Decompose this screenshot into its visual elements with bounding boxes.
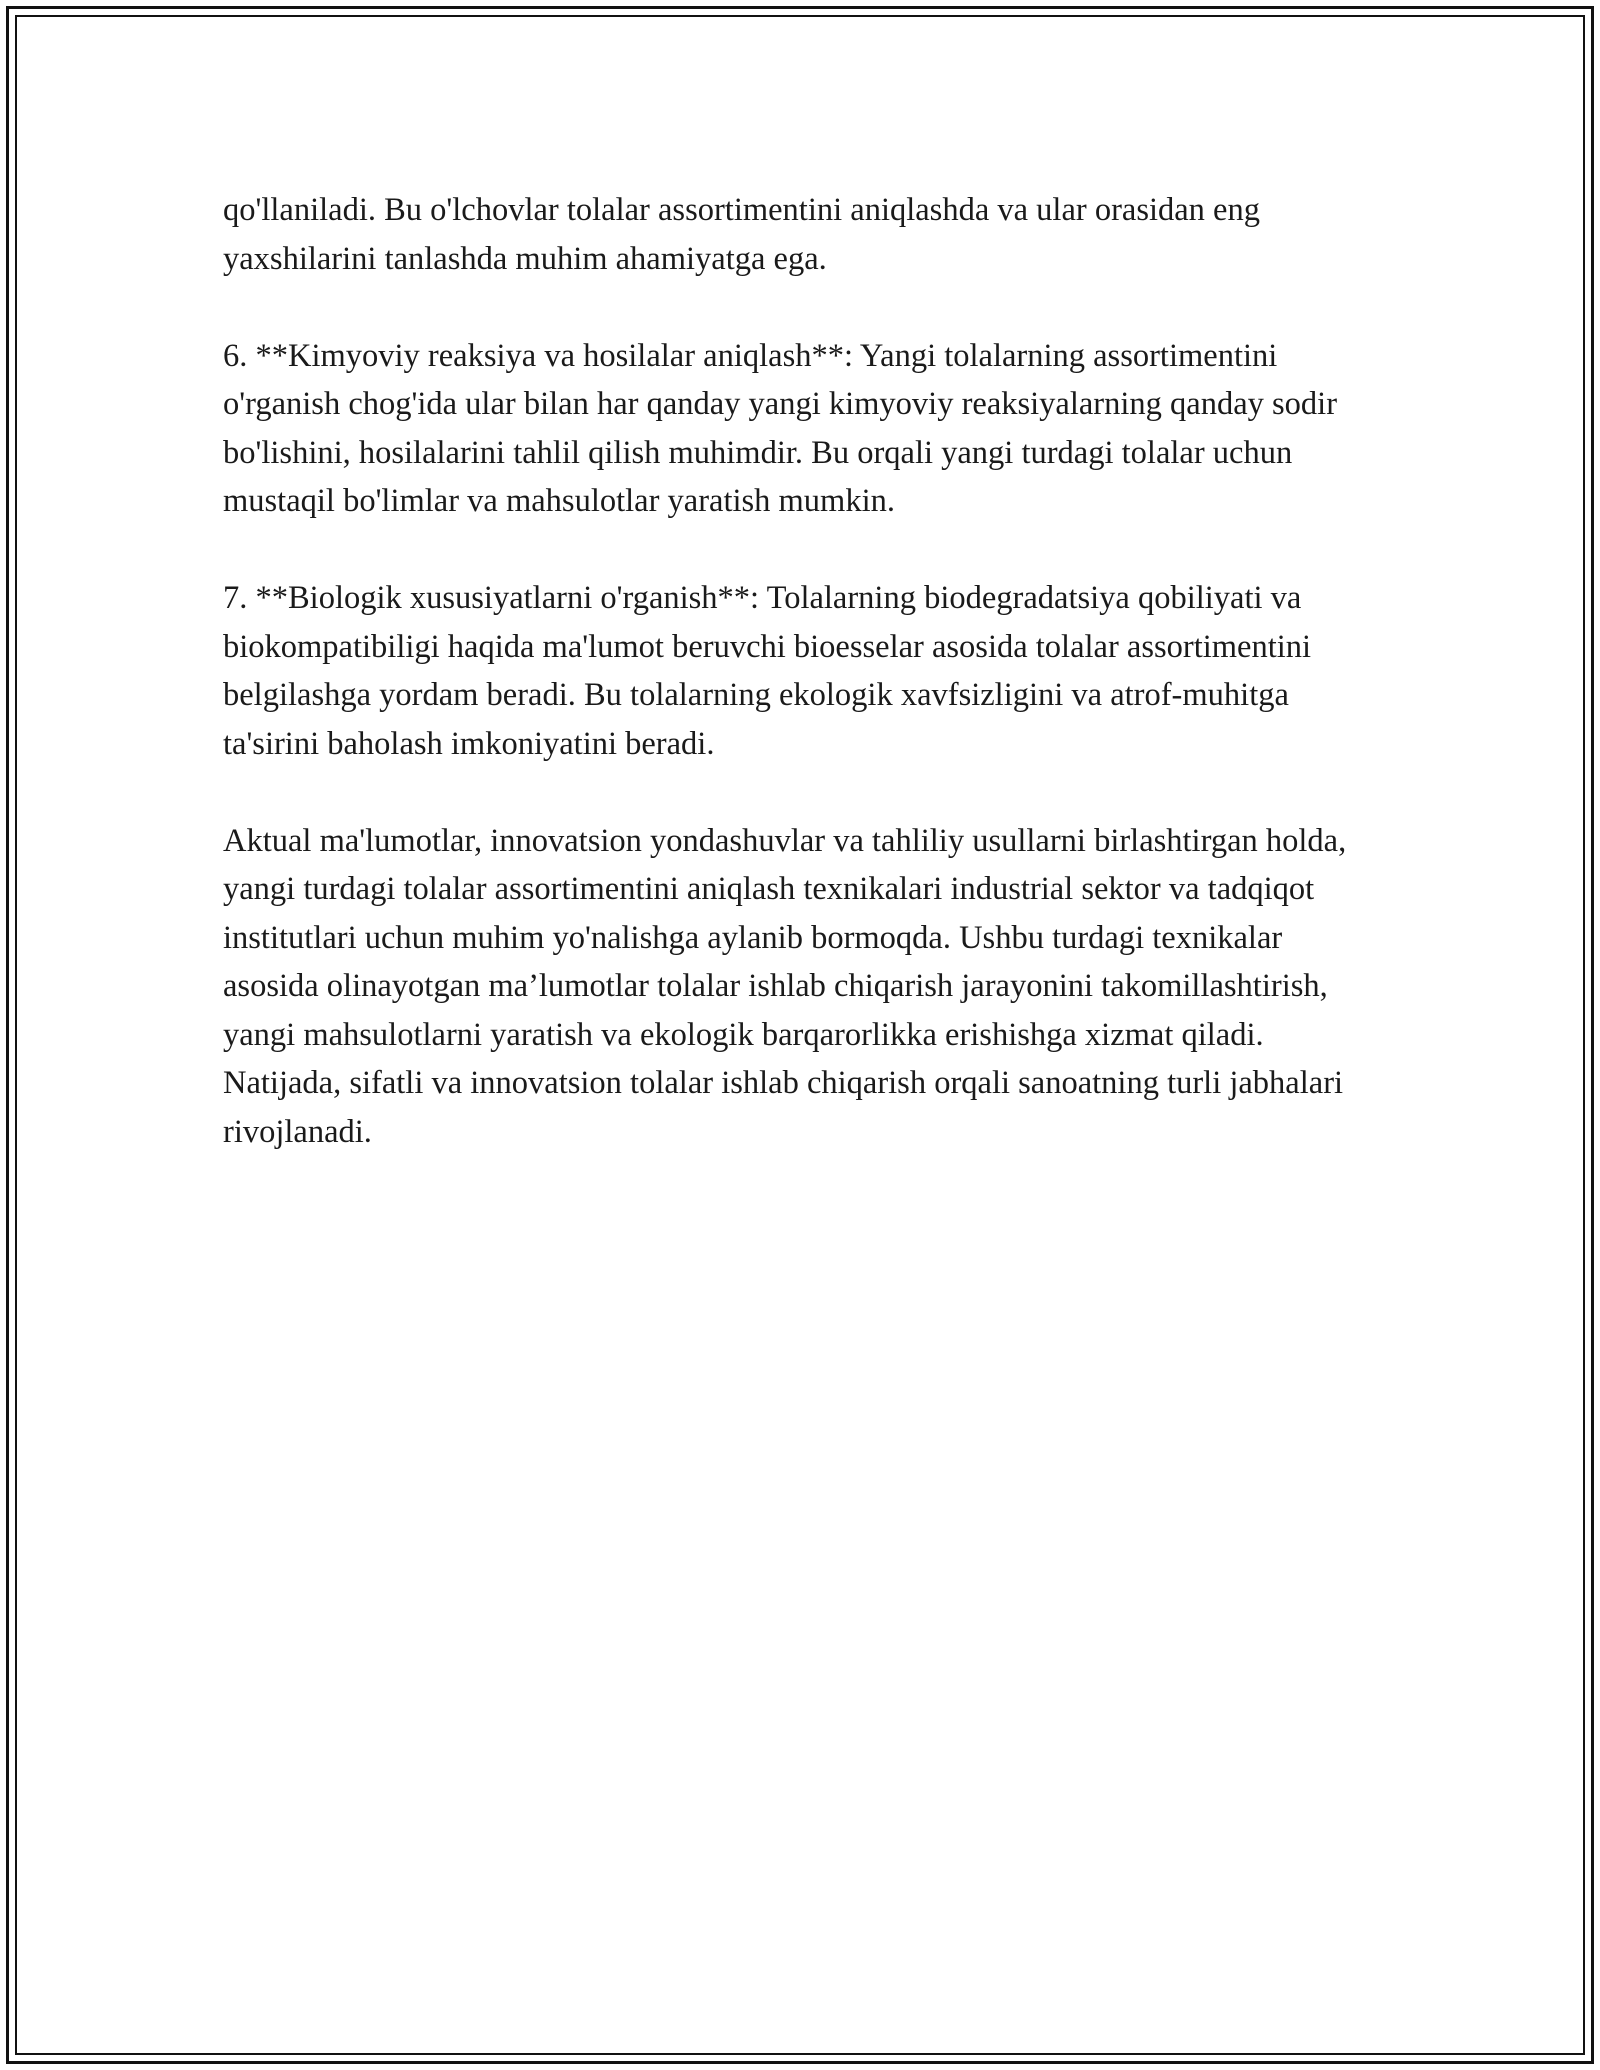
paragraph-item-7: 7. **Biologik xususiyatlarni o'rganish**: Tolalarning biodegradatsiya qobiliyati va biokompatibiligi haqida ma'lumot beruvchi bioesselar asosida tolalar assortimentini belgilashga yordam beradi. Bu tolalarning ekologik xavfsizligini va atrof-muhitga ta'sirini baholash imkoniyatini beradi.	[223, 580, 1312, 762]
document-body	[223, 186, 1373, 1156]
paragraph-item-6: 6. **Kimyoviy reaksiya va hosilalar aniqlash**: Yangi tolalarning assortimentini o'rganish chog'ida ular bilan har qanday yangi kimyoviy reaksiyalarning qanday sodir bo'lishini, hosilalarini tahlil qilish muhimdir. Bu orqali yangi turdagi tolalar uchun mustaqil bo'limlar va mahsulotlar yaratish mumkin.	[223, 337, 1338, 519]
paragraph-continuation: qo'llaniladi. Bu o'lchovlar tolalar assortimentini aniqlashda va ular orasidan eng yaxshilarini tanlashda muhim ahamiyatga ega.	[223, 192, 1260, 277]
paragraph-conclusion: Aktual ma'lumotlar, innovatsion yondashuvlar va tahliliy usullarni birlashtirgan holda, yangi turdagi tolalar assortimentini aniqlash texnikalari industrial sektor va tadqiqot institutlari uchun muhim yo'nalishga aylanib bormoqda. Ushbu turdagi texnikalar asosida olinayotgan ma’lumotlar tolalar ishlab chiqarish jarayonini takomillashtirish, yangi mahsulotlarni yaratish va ekologik barqarorlikka erishishga xizmat qiladi. Natijada, sifatli va innovatsion tolalar ishlab chiqarish orqali sanoatning turli jabhalari rivojlanadi.	[223, 822, 1347, 1150]
